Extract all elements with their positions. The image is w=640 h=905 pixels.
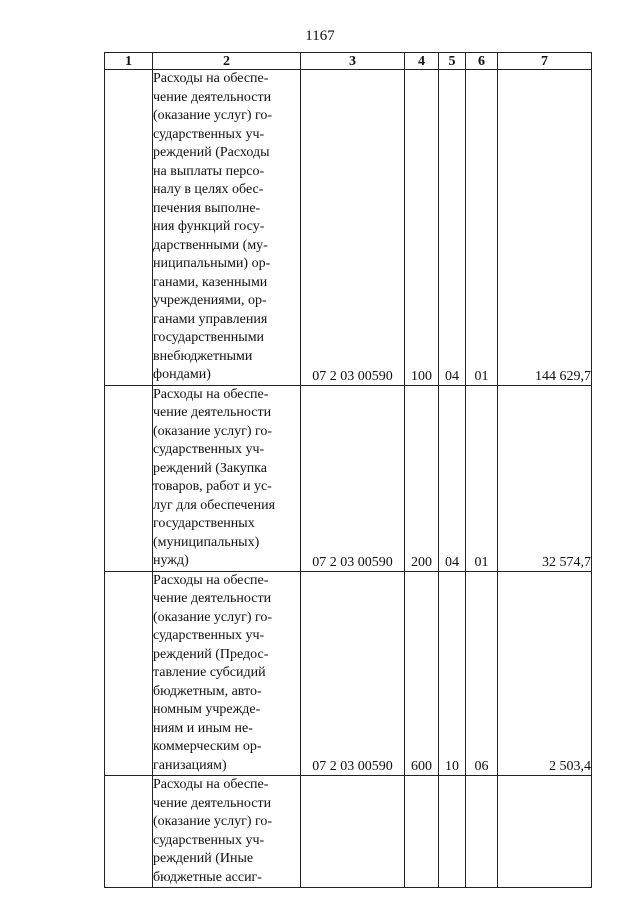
code-cell: 07 2 03 00590 (301, 571, 405, 776)
description-line: чение деятельности (153, 405, 272, 420)
table-header (105, 53, 592, 70)
description-line: ганами управления (153, 311, 268, 327)
description-line: Расходы на обеспе- (153, 386, 269, 402)
description-line: бюджетные ассиг- (153, 869, 262, 885)
subsection-cell: 06 (466, 571, 498, 776)
description-line: ния функций госу- (153, 219, 265, 234)
table-row (105, 571, 592, 776)
column-header-4: 4 (405, 53, 439, 70)
description-line: (оказание услуг) го- (153, 423, 273, 439)
subsection-cell: 01 (466, 385, 498, 571)
column-header-7: 7 (498, 53, 592, 70)
description-line: реждений (Закупка (153, 460, 267, 476)
amount-cell: 2 503,4 (498, 571, 592, 776)
subsection-cell (466, 776, 498, 888)
description-line: налу в целях обес- (153, 182, 264, 197)
description-line: сударственных уч- (153, 442, 265, 457)
code-cell (301, 776, 405, 888)
row-index-cell (105, 70, 153, 386)
description-cell (153, 70, 301, 386)
amount-cell: 144 629,7 (498, 70, 592, 386)
description-line: государственными (153, 330, 265, 345)
description-line: чение деятельности (153, 89, 272, 105)
column-header-3: 3 (301, 53, 405, 70)
description-line: чение деятельности (153, 795, 272, 811)
section-cell: 04 (439, 385, 466, 571)
description-line: чение деятельности (153, 591, 272, 606)
description-line: Расходы на обеспе- (153, 572, 269, 588)
description-line: фондами) (153, 367, 211, 382)
description-line: (оказание услуг) го- (153, 609, 273, 625)
description-line: луг для обеспечения (153, 497, 276, 513)
description-line: (муниципальных) (153, 534, 260, 550)
description-line: ганами, казенными (153, 274, 268, 290)
description-line: ниципальными) ор- (153, 256, 271, 271)
table-row (105, 776, 592, 888)
table-row (105, 70, 592, 386)
description-line: Расходы на обеспе- (153, 777, 269, 792)
description-line: бюджетным, авто- (153, 683, 262, 699)
row-index-cell (105, 776, 153, 888)
expense-type-cell (405, 776, 439, 888)
description-line: ганизациям) (153, 757, 227, 773)
description-line: дарственными (му- (153, 237, 268, 253)
section-cell (439, 776, 466, 888)
budget-table (104, 52, 592, 888)
description-line: (оказание услуг) го- (153, 814, 273, 829)
code-cell: 07 2 03 00590 (301, 70, 405, 386)
description-line: сударственных уч- (153, 628, 265, 643)
expense-type-cell: 600 (405, 571, 439, 776)
page-number: 1167 (305, 28, 335, 44)
description-line: реждений (Иные (153, 851, 254, 866)
description-line: печения выполне- (153, 200, 261, 216)
description-cell (153, 776, 301, 888)
column-header-5: 5 (439, 53, 466, 70)
description-line: ниям и иным не- (153, 720, 253, 736)
row-index-cell (105, 571, 153, 776)
column-header-6: 6 (466, 53, 498, 70)
description-line: Расходы на обеспе- (153, 71, 269, 86)
section-cell: 10 (439, 571, 466, 776)
row-index-cell (105, 385, 153, 571)
description-cell (153, 571, 301, 776)
table-body (105, 70, 592, 888)
column-header-1: 1 (105, 53, 153, 70)
description-line: товаров, работ и ус- (153, 479, 272, 494)
description-cell (153, 385, 301, 571)
table-row (105, 385, 592, 571)
code-cell: 07 2 03 00590 (301, 385, 405, 571)
description-line: (оказание услуг) го- (153, 108, 273, 123)
amount-cell (498, 776, 592, 888)
description-line: учреждениями, ор- (153, 293, 267, 308)
expense-type-cell: 200 (405, 385, 439, 571)
description-line: нужд) (153, 553, 189, 568)
description-line: тавление субсидий (153, 665, 266, 680)
description-line: реждений (Предос- (153, 646, 269, 662)
description-line: номным учрежде- (153, 702, 261, 717)
section-cell: 04 (439, 70, 466, 386)
expense-type-cell: 100 (405, 70, 439, 386)
description-line: реждений (Расходы (153, 145, 270, 160)
subsection-cell: 01 (466, 70, 498, 386)
description-line: коммерческим ор- (153, 739, 262, 754)
description-line: внебюджетными (153, 348, 253, 364)
description-line: сударственных уч- (153, 832, 265, 848)
column-header-2: 2 (153, 53, 301, 70)
amount-cell: 32 574,7 (498, 385, 592, 571)
header-row (105, 53, 592, 70)
description-line: на выплаты персо- (153, 163, 265, 179)
description-line: государственных (153, 516, 255, 531)
description-line: сударственных уч- (153, 126, 265, 142)
